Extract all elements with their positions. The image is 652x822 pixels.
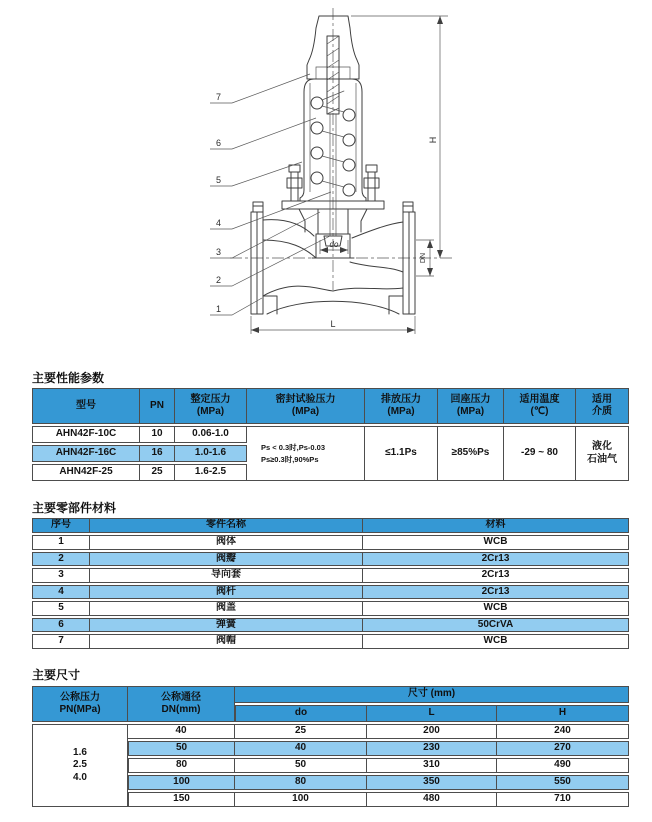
column-header-material: 材料	[363, 518, 629, 533]
table-row	[32, 585, 629, 600]
table-row	[32, 618, 629, 633]
outlet-flange	[403, 212, 415, 314]
table-cell: 阀帽	[90, 634, 363, 649]
table-cell: 40	[235, 741, 367, 756]
column-header-l: L	[367, 705, 497, 722]
column-header-seal-test: 密封试验压力 (MPa)	[247, 388, 365, 424]
table-cell: 导向套	[90, 568, 363, 583]
table-row	[32, 426, 629, 443]
table-cell: 230	[367, 741, 497, 756]
table-cell-medium: 液化 石油气	[576, 426, 629, 481]
table-cell: 4	[32, 585, 90, 600]
callout-4: 4	[216, 218, 222, 228]
column-header-pn: PN	[140, 388, 175, 424]
table-cell-seal-test: Ps < 0.3时,Ps-0.03 Ps≥0.3时,90%Ps	[247, 426, 365, 481]
table-cell-temperature: -29 ~ 80	[504, 426, 576, 481]
dim-label-h: H	[428, 136, 438, 144]
performance-table	[32, 386, 629, 483]
table-cell: 200	[367, 724, 497, 739]
column-header-dn: 公称通径 DN(mm)	[128, 686, 235, 722]
outlet-flange-bolt	[403, 202, 413, 212]
table-cell: 40	[128, 724, 235, 739]
table-row	[32, 552, 629, 567]
table-cell: 50CrVA	[363, 618, 629, 633]
valve-drawing	[0, 0, 652, 362]
column-header-model: 型号	[32, 388, 140, 424]
table-cell: WCB	[363, 535, 629, 550]
table-cell: 50	[235, 758, 367, 773]
inlet-flange-bolt	[253, 202, 263, 212]
table-cell: 25	[140, 464, 175, 481]
column-header-reseat: 回座压力 (MPa)	[438, 388, 504, 424]
callout-2: 2	[216, 275, 222, 285]
table-cell: 5	[32, 601, 90, 616]
table-row	[32, 601, 629, 616]
table-cell: 80	[235, 775, 367, 790]
column-header-size-group: 尺寸 (mm)	[235, 686, 629, 703]
table-cell: 阀杆	[90, 585, 363, 600]
table-cell: 3	[32, 568, 90, 583]
table-cell: 0.06-1.0	[175, 426, 247, 443]
table-cell: WCB	[363, 601, 629, 616]
table-cell-reseat: ≥85%Ps	[438, 426, 504, 481]
column-header-pressure: 公称压力 PN(MPa)	[32, 686, 128, 722]
flange-bolt-left	[287, 165, 302, 201]
table-row	[32, 535, 629, 550]
table-cell-pressure-values: 1.6 2.5 4.0	[32, 724, 128, 807]
column-header-medium: 适用 介质	[576, 388, 629, 424]
callout-leaders	[210, 74, 331, 315]
dimensions-table	[32, 684, 629, 809]
column-header-h: H	[497, 705, 629, 722]
callout-3: 3	[216, 247, 222, 257]
table-cell: 6	[32, 618, 90, 633]
column-header-discharge: 排放压力 (MPa)	[365, 388, 438, 424]
materials-table	[32, 516, 629, 651]
table-cell: 1	[32, 535, 90, 550]
column-header-set-pressure: 整定压力 (MPa)	[175, 388, 247, 424]
table-cell: AHN42F-25	[32, 464, 140, 481]
table-cell: 2Cr13	[363, 568, 629, 583]
table-cell: 490	[497, 758, 629, 773]
table-cell: 7	[32, 634, 90, 649]
table-cell: 100	[128, 775, 235, 790]
table-cell-discharge: ≤1.1Ps	[365, 426, 438, 481]
callout-7: 7	[216, 92, 222, 102]
table-cell: 710	[497, 792, 629, 807]
table-cell: 阀瓣	[90, 552, 363, 567]
table-cell: 10	[140, 426, 175, 443]
table-cell: 阀体	[90, 535, 363, 550]
table-cell: 550	[497, 775, 629, 790]
dimensions-section-title: 主要尺寸	[32, 668, 81, 682]
table-cell: 310	[367, 758, 497, 773]
table-cell: 弹簧	[90, 618, 363, 633]
flange-bolt-right	[364, 165, 379, 201]
table-cell: 480	[367, 792, 497, 807]
valve-cross-section-diagram	[0, 0, 652, 362]
table-cell: 100	[235, 792, 367, 807]
table-cell: 2Cr13	[363, 552, 629, 567]
table-cell: 2Cr13	[363, 585, 629, 600]
table-cell: 150	[128, 792, 235, 807]
table-cell: AHN42F-16C	[32, 445, 140, 462]
table-cell: 350	[367, 775, 497, 790]
table-cell: 50	[128, 741, 235, 756]
table-cell: WCB	[363, 634, 629, 649]
callout-6: 6	[216, 138, 222, 148]
column-header-no: 序号	[32, 518, 90, 533]
materials-section-title: 主要零部件材料	[32, 501, 117, 515]
performance-section-title: 主要性能参数	[32, 371, 105, 385]
table-cell: 2	[32, 552, 90, 567]
table-cell: 240	[497, 724, 629, 739]
table-row	[32, 634, 629, 649]
column-header-part: 零件名称	[90, 518, 363, 533]
table-cell: 阀盖	[90, 601, 363, 616]
table-cell: 16	[140, 445, 175, 462]
table-cell: 25	[235, 724, 367, 739]
column-header-d0: do	[235, 705, 367, 722]
callout-5: 5	[216, 175, 222, 185]
table-cell: 1.6-2.5	[175, 464, 247, 481]
table-cell: AHN42F-10C	[32, 426, 140, 443]
dim-label-do: do	[329, 240, 339, 249]
valve-stem	[330, 114, 336, 236]
table-row	[32, 724, 629, 739]
table-cell: 270	[497, 741, 629, 756]
table-cell: 1.0-1.6	[175, 445, 247, 462]
dim-label-dn: DN	[420, 252, 427, 264]
table-row	[32, 568, 629, 583]
table-cell: 80	[128, 758, 235, 773]
column-header-temperature: 适用温度 (℃)	[504, 388, 576, 424]
dim-label-l: L	[330, 319, 336, 329]
callout-1: 1	[216, 304, 222, 314]
